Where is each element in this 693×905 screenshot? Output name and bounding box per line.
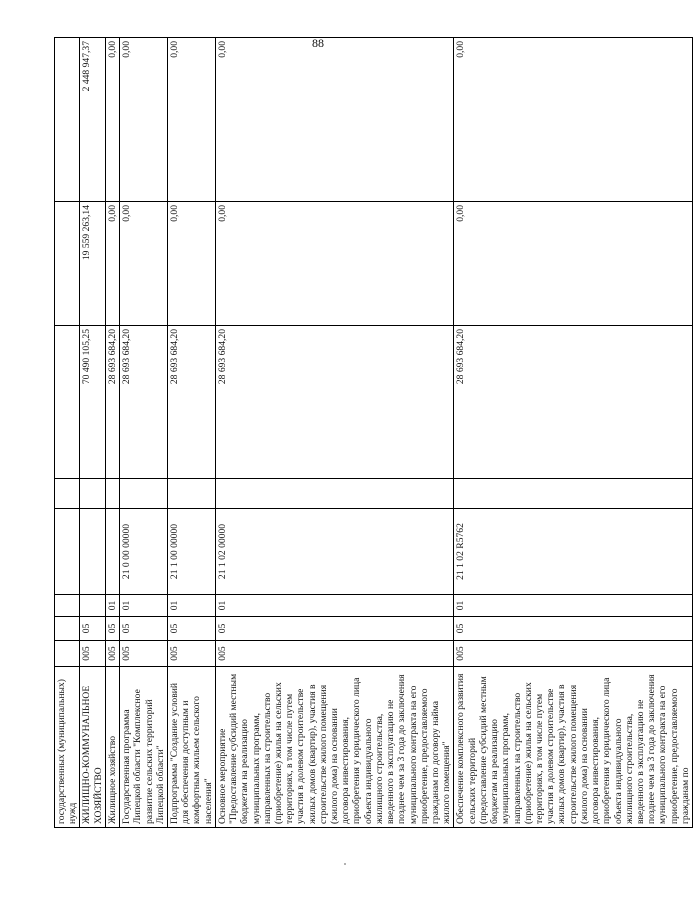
col-rz-cell bbox=[55, 617, 80, 641]
col-vr-cell bbox=[454, 479, 693, 509]
row-name-cell: Обеспечение комплексного развития сельских территорий (предоставление субсидий местным бюджетам на реализацию муниципальных программ, направленных на строительство (приобретение) жилья на сельских территориях, в том числе путем участия в долевом строительстве жилых домов (квартир), участия в строительстве жилого помещения (жилого дома) на основании договора инвестирования, приобретения у юридического лица объекта индивидуального жилищного строительства, введенного в эксплуатацию не позднее чем за 3 года до заключения муниципального контракта на его приобретение, предоставляемого гражданам по bbox=[454, 667, 693, 828]
col-rz-cell: 05 bbox=[80, 617, 105, 641]
col-sum-1-cell: 28 693 684,20 bbox=[215, 326, 454, 479]
col-pr-cell bbox=[55, 595, 80, 617]
table-row bbox=[215, 38, 454, 828]
col-rz-cell: 05 bbox=[120, 617, 168, 641]
col-sum-3-cell: 0,00 bbox=[120, 38, 168, 202]
col-vr-cell bbox=[120, 479, 168, 509]
col-ved-cell: 005 bbox=[80, 641, 105, 667]
col-vr-cell bbox=[55, 479, 80, 509]
col-sum-2-cell: 0,00 bbox=[105, 202, 119, 326]
col-sum-3-cell: 0,00 bbox=[167, 38, 215, 202]
col-csr-cell: 21 1 02 R5762 bbox=[454, 509, 693, 595]
table-row bbox=[120, 38, 168, 828]
budget-table bbox=[54, 37, 693, 828]
row-name-cell: Жилищное хозяйство bbox=[105, 667, 119, 828]
row-name-cell: Основное мероприятие "Предоставление субсидий местным бюджетам на реализацию муниципальных программ, направленных на строительство (приобретение) жилья на сельских территориях, в том числе путем участия в долевом строительстве жилых домов (квартир), участия в строительстве жилого помещения (жилого дома) на основании договора инвестирования, приобретения у юридического лица объекта индивидуального жилищного строительства, введенного в эксплуатацию не позднее чем за 3 года до заключения муниципального контракта на его приобретение, предоставляемого гражданам по договору найма жилого помещения" bbox=[215, 667, 454, 828]
col-csr-cell bbox=[80, 509, 105, 595]
col-pr-cell: 01 bbox=[454, 595, 693, 617]
col-csr-cell bbox=[55, 509, 80, 595]
col-rz-cell: 05 bbox=[105, 617, 119, 641]
col-sum-1-cell bbox=[55, 326, 80, 479]
col-sum-2-cell: 0,00 bbox=[454, 202, 693, 326]
col-pr-cell: 01 bbox=[215, 595, 454, 617]
scan-speck bbox=[344, 863, 346, 865]
table-row bbox=[105, 38, 119, 828]
table-row bbox=[454, 38, 693, 828]
col-sum-3-cell: 0,00 bbox=[105, 38, 119, 202]
table-row bbox=[55, 38, 80, 828]
col-sum-3-cell: 0,00 bbox=[454, 38, 693, 202]
col-sum-1-cell: 28 693 684,20 bbox=[167, 326, 215, 479]
col-rz-cell: 05 bbox=[215, 617, 454, 641]
col-vr-cell bbox=[80, 479, 105, 509]
col-csr-cell: 21 1 02 00000 bbox=[215, 509, 454, 595]
col-sum-1-cell: 28 693 684,20 bbox=[105, 326, 119, 479]
row-name-cell: ЖИЛИЩНО-КОММУНАЛЬНОЕ ХОЗЯЙСТВО bbox=[80, 667, 105, 828]
col-sum-1-cell: 28 693 684,20 bbox=[454, 326, 693, 479]
col-sum-1-cell: 28 693 684,20 bbox=[120, 326, 168, 479]
col-ved-cell: 005 bbox=[120, 641, 168, 667]
col-csr-cell bbox=[105, 509, 119, 595]
col-pr-cell bbox=[80, 595, 105, 617]
col-sum-2-cell: 0,00 bbox=[120, 202, 168, 326]
col-rz-cell: 05 bbox=[454, 617, 693, 641]
col-csr-cell: 21 0 00 00000 bbox=[120, 509, 168, 595]
col-csr-cell: 21 1 00 00000 bbox=[167, 509, 215, 595]
col-rz-cell: 05 bbox=[167, 617, 215, 641]
col-pr-cell: 01 bbox=[167, 595, 215, 617]
col-sum-2-cell: 0,00 bbox=[215, 202, 454, 326]
col-ved-cell bbox=[55, 641, 80, 667]
col-ved-cell: 005 bbox=[167, 641, 215, 667]
col-sum-3-cell: 2 448 947,37 bbox=[80, 38, 105, 202]
col-vr-cell bbox=[215, 479, 454, 509]
col-vr-cell bbox=[105, 479, 119, 509]
col-vr-cell bbox=[167, 479, 215, 509]
col-ved-cell: 005 bbox=[215, 641, 454, 667]
col-ved-cell: 005 bbox=[454, 641, 693, 667]
col-sum-3-cell: 0,00 bbox=[215, 38, 454, 202]
col-sum-2-cell: 0,00 bbox=[167, 202, 215, 326]
rotated-table-container bbox=[54, 38, 691, 828]
page-number: 88 bbox=[312, 36, 324, 50]
col-pr-cell: 01 bbox=[120, 595, 168, 617]
col-sum-2-cell: 19 559 263,14 bbox=[80, 202, 105, 326]
row-name-cell: Государственная программа Липецкой области "Комплексное развитие сельских территорий Липецкой области" bbox=[120, 667, 168, 828]
col-pr-cell: 01 bbox=[105, 595, 119, 617]
col-sum-2-cell bbox=[55, 202, 80, 326]
col-sum-1-cell: 70 490 105,25 bbox=[80, 326, 105, 479]
row-name-cell: государственных (муниципальных) нужд bbox=[55, 667, 80, 828]
col-sum-3-cell bbox=[55, 38, 80, 202]
row-name-cell: Подпрограмма "Создание условий для обеспечения доступным и комфортным жильем сельского населения" bbox=[167, 667, 215, 828]
table-row bbox=[167, 38, 215, 828]
table-row bbox=[80, 38, 105, 828]
col-ved-cell: 005 bbox=[105, 641, 119, 667]
